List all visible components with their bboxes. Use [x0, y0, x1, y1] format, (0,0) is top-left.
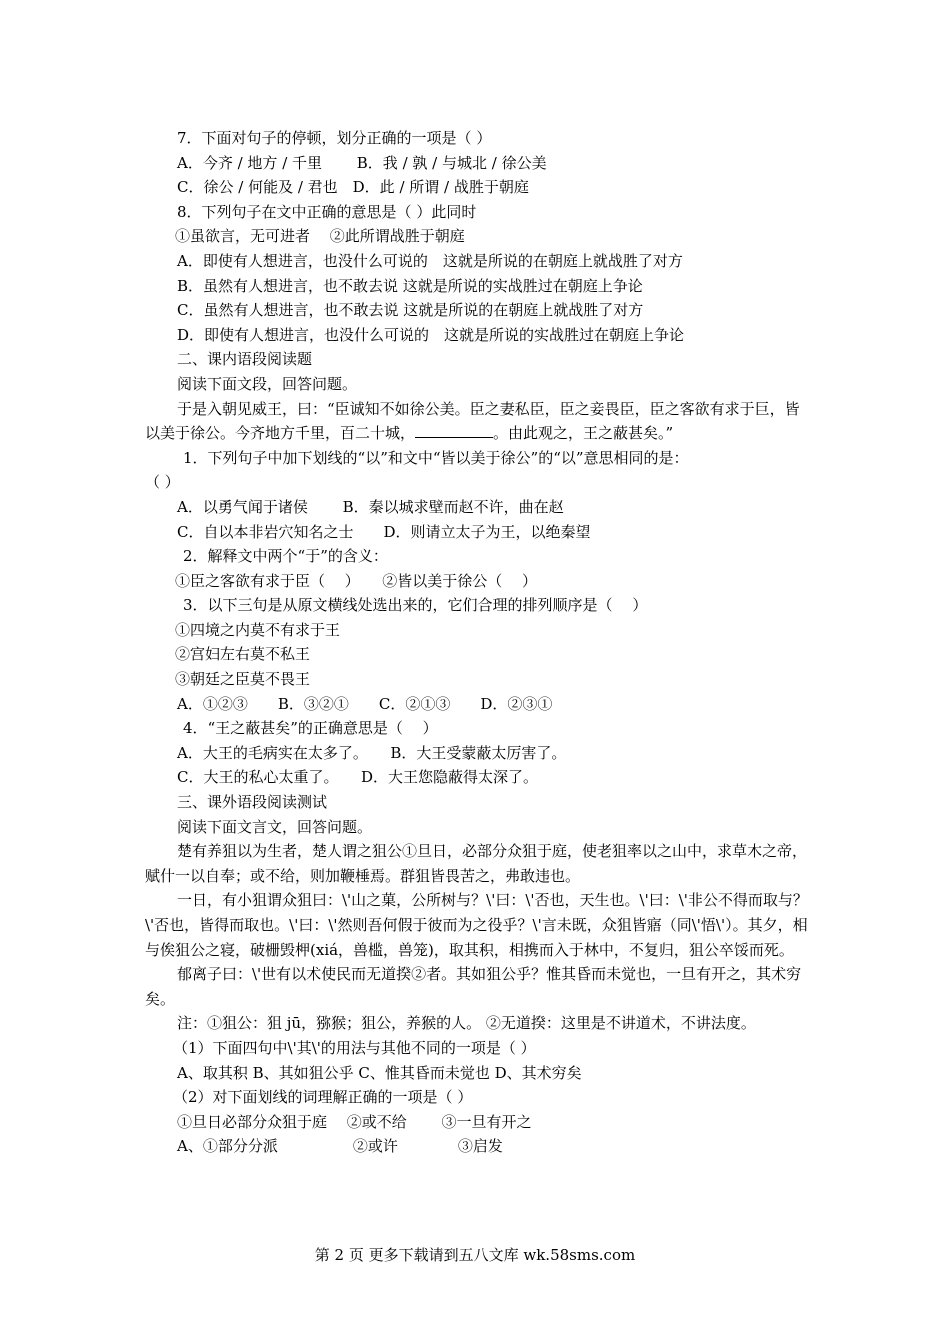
question-8-option-c: C．虽然有人想进言，也不敢去说 这就是所说的在朝庭上就战胜了对方	[177, 301, 644, 320]
passage-question-3: 3．以下三句是从原文横线处选出来的，它们合理的排列顺序是（ ）	[183, 596, 648, 615]
question-8-option-d: D．即使有人想进言，也没什么可说的 这就是所说的实战胜过在朝庭上争论	[177, 325, 685, 344]
pq4-options-cd: C．大王的私心太重了。 D．大王您隐蔽得太深了。	[177, 768, 539, 787]
oq1-options: A、取其积 B、其如狙公乎 C、惟其昏而未觉也 D、其术穷矣	[177, 1063, 582, 1082]
passage-question-1-bracket: （ ）	[145, 473, 180, 492]
pq3-options: A．①②③ B．③②① C．②①③ D．②③①	[177, 694, 553, 713]
passage-2-para-1: 楚有养狙以为生者，楚人谓之狙公①旦日，必部分众狙于庭，使老狙率以之山中，求草木之帝，赋什一以自奉；或不给，则加鞭棰焉。群狙皆畏苦之，弗敢违也。	[145, 842, 808, 885]
passage-1: 于是入朝见威王，曰：“臣诚知不如徐公美。臣之妻私臣，臣之妾畏臣，臣之客欲有求于巨，皆以美于徐公。今齐地方千里，百二十城， 。由此观之，王之蔽甚矣。”	[145, 399, 800, 443]
question-8-option-a: A．即使有人想进言，也没什么可说的 这就是所说的在朝庭上就战胜了对方	[177, 251, 683, 270]
question-8: 8．下列句子在文中正确的意思是（ ）此同时	[177, 202, 477, 221]
passage-question-1: 1．下列句子中加下划线的“以”和文中“皆以美于徐公”的“以”意思相同的是：	[183, 448, 689, 467]
reading-instruction-1: 阅读下面文段，回答问题。	[177, 374, 358, 393]
pq1-options-cd: C．自以本非岩穴知名之士 D．则请立太子为王，以绝秦望	[177, 522, 591, 541]
question-8-option-b: B．虽然有人想进言，也不敢去说 这就是所说的实战胜过在朝庭上争论	[177, 276, 643, 295]
page-footer: 第 2 页 更多下载请到五八文库 wk.58sms.com	[314, 1246, 636, 1264]
outside-question-2: （2）对下面划线的词理解正确的一项是（ ）	[173, 1088, 473, 1107]
passage-2-para-2: 一日，有小狙谓众狙曰：\'山之菓，公所树与？\'曰：\'否也，天生也。\'曰：\'非公不得而取与？\'否也，皆得而取也。\'曰：\'然则吾何假于彼而为之役乎？\'言未既，众狙皆寤（同\'悟\'）。其夕，相与俟狙公之寝，破栅毁柙(xiá，兽槛，兽笼)，取其积，相携而入于林中，不复归，狙公卒馁而死。	[145, 891, 808, 959]
reading-instruction-2: 阅读下面文言文，回答问题。	[177, 817, 373, 836]
pq2-items: ①臣之客欲有求于臣（ ） ②皆以美于徐公（ ）	[175, 571, 538, 590]
question-8-sentences: ①虽欲言，无可进者 ②此所谓战胜于朝庭	[175, 227, 465, 246]
pq3-sentence-2: ②宫妇左右莫不私王	[175, 645, 311, 664]
pq1-options-ab: A．以勇气闻于诸侯 B．秦以城求壁而赵不许，曲在赵	[177, 497, 564, 516]
pq3-sentence-1: ①四境之内莫不有求于王	[175, 620, 341, 639]
passage-2-notes: 注：①狙公：狙 jū，猕猴；狙公，养猴的人。 ②无道揆：这里是不讲道术，不讲法度。	[177, 1014, 756, 1033]
oq2-option-a: A、①部分分派 ②或许 ③启发	[177, 1137, 503, 1156]
document-body	[145, 126, 810, 1159]
fill-blank	[415, 423, 493, 438]
question-7-options-ab: A．今齐 / 地方 / 千里 B．我 / 孰 / 与城北 / 徐公美	[177, 153, 547, 172]
section-heading-3: 三、课外语段阅读测试	[177, 793, 328, 812]
outside-question-1: （1）下面四句中\'其\'的用法与其他不同的一项是（ ）	[173, 1038, 536, 1057]
oq2-items: ①旦日必部分众狙于庭 ②或不给 ③一旦有开之	[177, 1112, 532, 1131]
pq3-sentence-3: ③朝廷之臣莫不畏王	[175, 670, 311, 689]
passage-question-2: 2．解释文中两个“于”的含义：	[183, 547, 388, 566]
passage-2-para-3: 郁离子曰：\'世有以术使民而无道揆②者。其如狙公乎？惟其昏而未觉也，一旦有开之，其术穷矣。	[145, 965, 802, 1008]
pq4-options-ab: A．大王的毛病实在太多了。 B．大王受蒙蔽太厉害了。	[177, 743, 567, 762]
question-7-options-cd: C．徐公 / 何能及 / 君也 D．此 / 所谓 / 战胜于朝庭	[177, 178, 529, 197]
question-7: 7．下面对句子的停顿，划分正确的一项是（ ）	[177, 129, 492, 147]
passage-question-4: 4．“王之蔽甚矣”的正确意思是（ ）	[183, 719, 438, 738]
section-heading-2: 二、课内语段阅读题	[177, 350, 313, 369]
